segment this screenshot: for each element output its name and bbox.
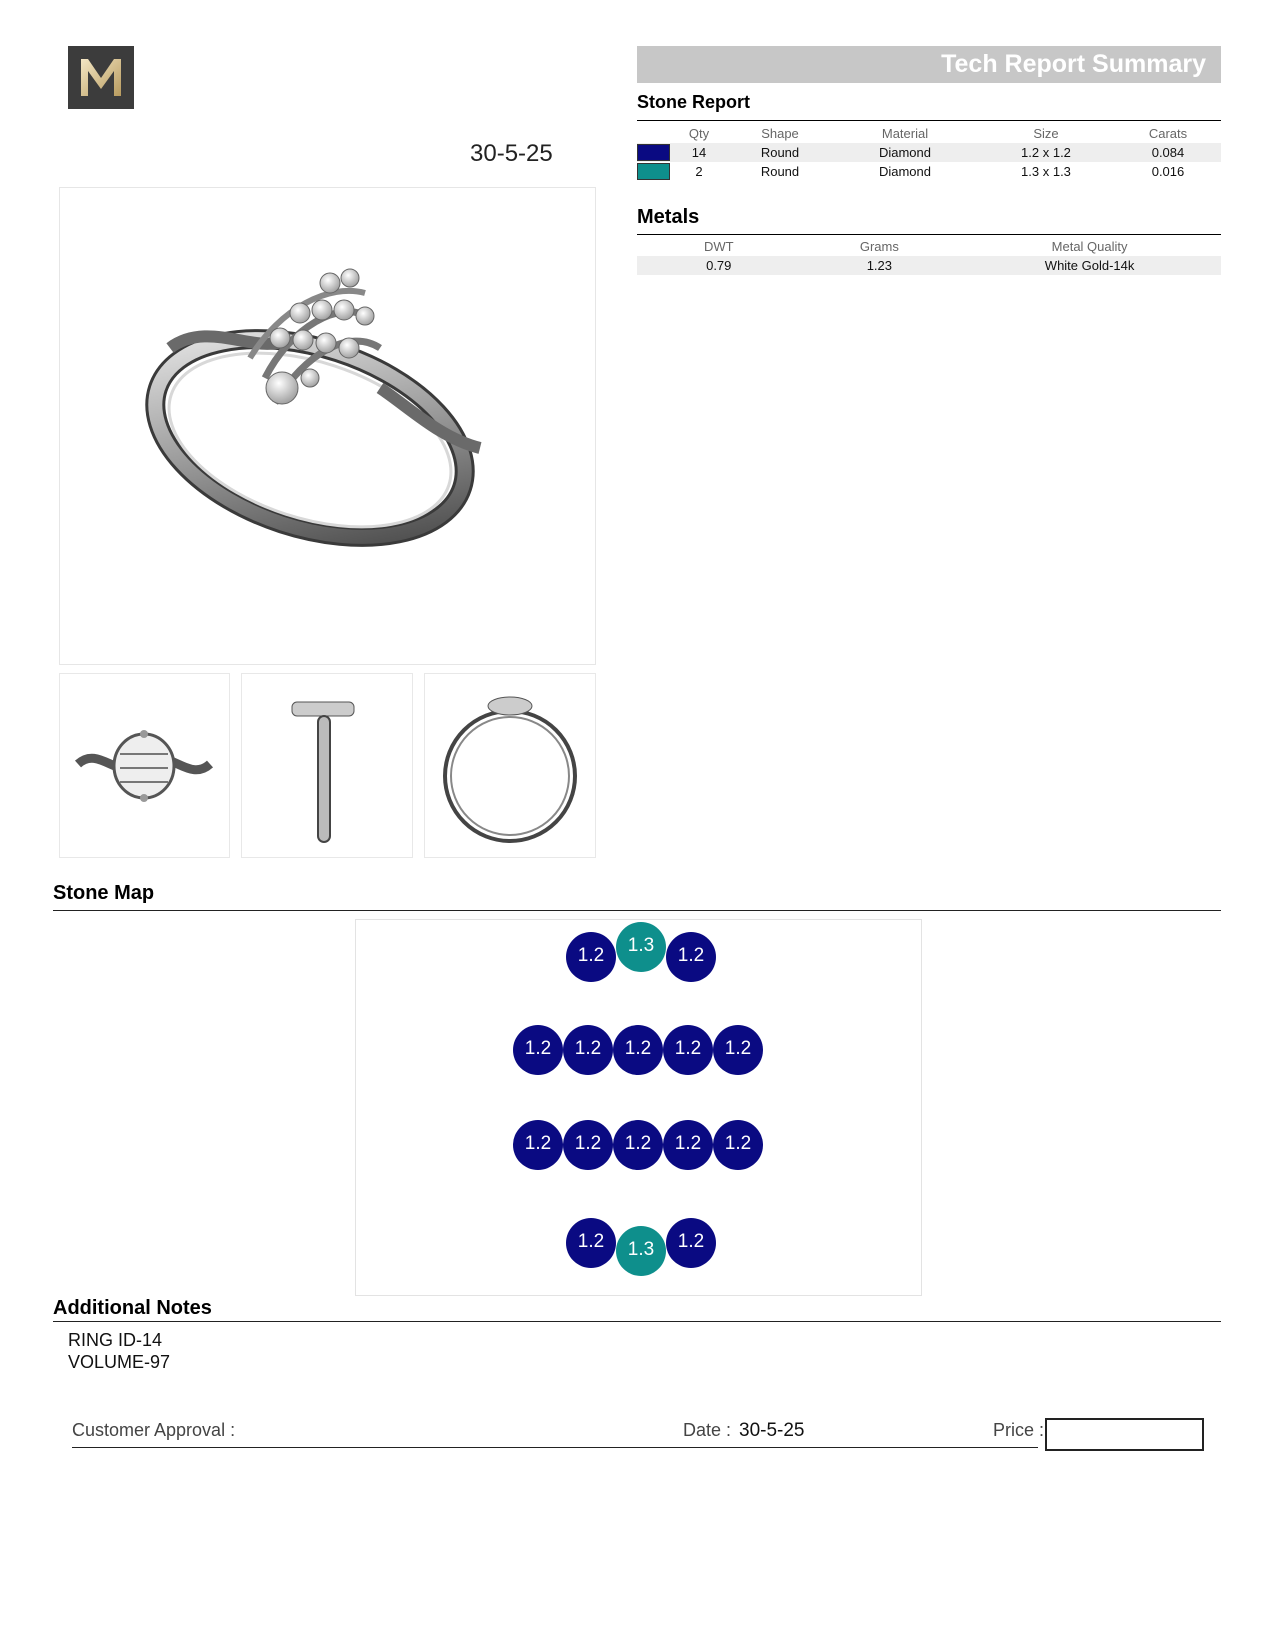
- table-row: [637, 256, 1221, 275]
- document-date: 30-5-25: [470, 140, 553, 167]
- size-cell: 1.2 x 1.2: [977, 143, 1115, 162]
- qty-cell: 14: [671, 143, 727, 162]
- ring-main-render: [59, 187, 596, 665]
- column-header: Carats: [1148, 125, 1188, 141]
- ring-side-view-image: [242, 674, 412, 857]
- table-row: [637, 143, 1221, 162]
- note-line: VOLUME-97: [68, 1352, 171, 1372]
- shape-cell: Round: [760, 164, 800, 179]
- stone-1-2mm: 1.2: [566, 1218, 616, 1268]
- divider: [637, 120, 1221, 121]
- column-header: Qty: [688, 125, 710, 141]
- stone-1-2mm: 1.2: [513, 1025, 563, 1075]
- logo-m-icon: [68, 46, 134, 109]
- column-header: Size: [1033, 125, 1059, 141]
- stone-color-swatch: [637, 144, 670, 161]
- stone-1-3mm: 1.3: [616, 922, 666, 972]
- company-logo: [68, 46, 134, 109]
- column-header: Metal Quality: [1051, 238, 1128, 254]
- column-header: Grams: [859, 238, 899, 254]
- material-cell: Diamond: [833, 143, 977, 162]
- shape-cell: Round: [727, 143, 833, 162]
- stone-1-2mm: 1.2: [563, 1025, 613, 1075]
- stone-1-2mm: 1.2: [613, 1120, 663, 1170]
- stone-1-2mm: 1.2: [613, 1025, 663, 1075]
- metals-table: [637, 236, 1221, 275]
- table-header-row: [637, 236, 1221, 256]
- price-input-box[interactable]: [1045, 1418, 1204, 1451]
- column-header: DWT: [703, 238, 734, 254]
- stone-1-2mm: 1.2: [663, 1120, 713, 1170]
- material-cell: Diamond: [878, 164, 931, 179]
- approval-date-value: 30-5-25: [739, 1420, 805, 1441]
- color-column-header: [637, 123, 671, 143]
- stone-report-title: Stone Report: [637, 92, 751, 112]
- metals-title: Metals: [637, 206, 700, 228]
- column-header: Material: [881, 125, 929, 141]
- date-label: Date :: [683, 1420, 732, 1440]
- table-header-row: [637, 123, 1221, 143]
- tech-report-title-bar: [637, 46, 1221, 83]
- stone-1-2mm: 1.2: [513, 1120, 563, 1170]
- metal-quality-cell: White Gold-14k: [958, 256, 1221, 275]
- color-swatch-cell: [637, 143, 671, 162]
- size-cell: 1.3 x 1.3: [1021, 164, 1071, 179]
- stone-1-2mm: 1.2: [713, 1025, 763, 1075]
- stone-1-2mm: 1.2: [663, 1025, 713, 1075]
- carats-cell: 0.084: [1115, 143, 1221, 162]
- divider: [53, 1321, 1221, 1322]
- stone-map-panel: [355, 919, 922, 1296]
- divider: [53, 910, 1221, 911]
- ring-perspective-image: [60, 188, 595, 664]
- stone-1-2mm: 1.2: [713, 1120, 763, 1170]
- carats-cell: 0.016: [1151, 164, 1185, 179]
- additional-notes-title: Additional Notes: [53, 1297, 212, 1319]
- signature-line: [72, 1447, 1038, 1448]
- table-row: [637, 162, 1221, 181]
- ring-front-view-image: [425, 674, 595, 857]
- stone-1-3mm: 1.3: [616, 1226, 666, 1276]
- note-line: RING ID-14: [68, 1330, 163, 1350]
- ring-top-view: [59, 673, 230, 858]
- ring-side-view: [241, 673, 413, 858]
- ring-front-view: [424, 673, 596, 858]
- qty-cell: 2: [695, 164, 703, 179]
- grams-cell: 1.23: [801, 256, 959, 275]
- divider: [637, 234, 1221, 235]
- color-swatch-cell: [637, 162, 671, 181]
- stone-1-2mm: 1.2: [666, 932, 716, 982]
- stone-1-2mm: 1.2: [666, 1218, 716, 1268]
- dwt-cell: 0.79: [637, 256, 801, 275]
- customer-approval-label: Customer Approval :: [72, 1420, 236, 1440]
- stone-color-swatch: [637, 163, 670, 180]
- ring-top-view-image: [60, 674, 229, 857]
- stone-report-table: [637, 123, 1221, 181]
- stone-map-title: Stone Map: [53, 882, 155, 904]
- price-label: Price :: [993, 1420, 1045, 1440]
- column-header: Shape: [761, 125, 799, 141]
- stone-1-2mm: 1.2: [563, 1120, 613, 1170]
- tech-report-title: Tech Report Summary: [941, 50, 1206, 78]
- stone-1-2mm: 1.2: [566, 932, 616, 982]
